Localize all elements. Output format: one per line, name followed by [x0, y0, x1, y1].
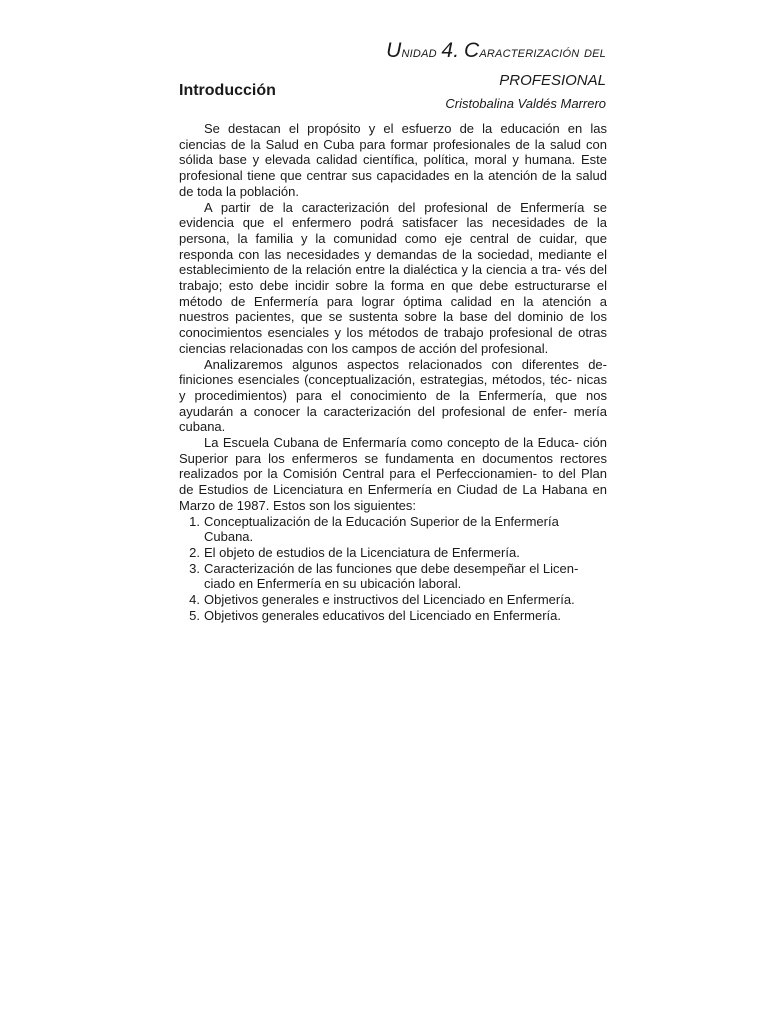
list-item-number: 5.: [189, 607, 200, 623]
list-item-number: 1.: [189, 513, 200, 529]
author-name: Cristobalina Valdés Marrero: [445, 96, 606, 111]
section-heading: Introducción: [179, 82, 276, 99]
documents-list: [179, 514, 607, 624]
paragraph-1: Se destacan el propósito y el esfuerzo de la educación en las ciencias de la Salud en Cuba para formar profesionales de la salud con sólida base y elevada calidad científica, política, moral y humana. Este profesional tiene que centrar sus capacidades en la atención de la salud de toda la población.: [179, 121, 607, 199]
list-item-number: 3.: [189, 560, 200, 576]
list-item-number: 4.: [189, 592, 200, 608]
list-item: [179, 545, 607, 561]
list-item-number: 2.: [189, 544, 200, 560]
list-item-text: Conceptualización de la Educación Superior de la Enfermería Cubana.: [204, 513, 559, 545]
paragraph-3: Analizaremos algunos aspectos relacionados con diferentes de- finiciones esenciales (conceptualización, estrategias, métodos, téc- nicas y procedimientos) para el conocimiento de la Enfermería, que nos ayudarán a conocer la caracterización del profesional de enfer- mería cubana.: [179, 356, 607, 435]
list-item: [179, 514, 607, 545]
list-item-text: El objeto de estudios de la Licenciatura de Enfermería.: [204, 544, 520, 560]
list-item-text: Caracterización de las funciones que debe desempeñar el Licen- ciado en Enfermería en su ubicación laboral.: [204, 560, 579, 592]
paragraph-4: La Escuela Cubana de Enfermaría como concepto de la Educa- ción Superior para los enfermeros se fundamenta en documentos rectores realizados por la Comisión Central para el Perfeccionamien- to del Plan de Estudios de Licenciatura en Enfermería en Ciudad de La Habana en Marzo de 1987. Estos son los siguientes:: [179, 435, 607, 513]
list-item-text: Objetivos generales educativos del Licenciado en Enfermería.: [204, 607, 561, 623]
body-text: [179, 121, 607, 624]
list-item: [179, 608, 607, 624]
chapter-title-line1: Unidad 4. Caracterización del: [386, 39, 606, 62]
chapter-title-line2: PROFESIONAL: [499, 72, 606, 89]
paragraph-2: A partir de la caracterización del profesional de Enfermería se evidencia que el enfermero podrá satisfacer las necesidades de la persona, la familia y la comunidad como eje central de cuidar, que responda con las necesidades y demandas de la sociedad, mediante el establecimiento de la relación entre la dialéctica y la ciencia a tra- vés del trabajo; esto debe incidir sobre la forma en que debe estructurarse el método de Enfermería para lograr óptima calidad en la atención a nuestros pacientes, que se sustenta sobre la base del dominio de los conocimientos esenciales y los métodos de trabajo profesional de otras ciencias relacionadas con los campos de acción del profesional.: [179, 199, 607, 356]
chapter-title: [300, 36, 606, 96]
list-item-text: Objetivos generales e instructivos del Licenciado en Enfermería.: [204, 592, 575, 608]
list-item: [179, 561, 607, 592]
list-item: [179, 592, 607, 608]
